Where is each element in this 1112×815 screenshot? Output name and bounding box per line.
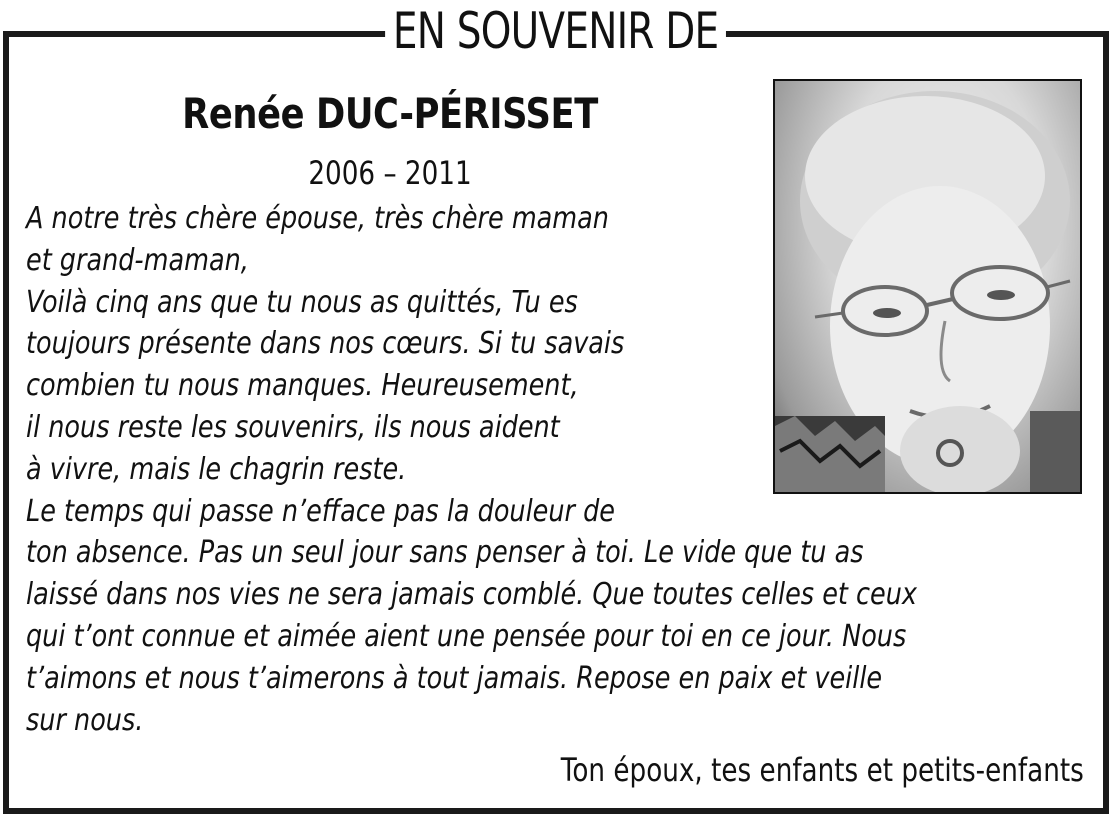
message-line: toujours présente dans nos cœurs. Si tu savais <box>26 326 625 362</box>
message-line: t’aimons et nous t’aimerons à tout jamais. Repose en paix et veille <box>26 660 883 696</box>
message-line: ton absence. Pas un seul jour sans penser à toi. Le vide que tu as <box>26 535 864 571</box>
signature: Ton époux, tes enfants et petits-enfants <box>560 751 1084 789</box>
deceased-years: 2006 – 2011 <box>308 154 472 192</box>
message-line: qui t’ont connue et aimée aient une pensée pour toi en ce jour. Nous <box>26 618 907 654</box>
memorial-message <box>26 198 1084 741</box>
message-line: combien tu nous manques. Heureusement, <box>26 368 579 404</box>
message-line: Voilà cinq ans que tu nous as quittés, Tu es <box>26 284 578 320</box>
message-line: Le temps qui passe n’efface pas la douleur de <box>26 493 615 529</box>
message-line: A notre très chère épouse, très chère maman <box>26 201 609 236</box>
header-title-text: EN SOUVENIR DE <box>385 0 726 64</box>
message-line: à vivre, mais le chagrin reste. <box>26 451 407 487</box>
deceased-name: Renée DUC-PÉRISSET <box>182 89 598 138</box>
message-line: sur nous. <box>26 702 144 738</box>
message-line: laissé dans nos vies ne sera jamais comblé. Que toutes celles et ceux <box>26 577 917 613</box>
message-line: il nous reste les souvenirs, ils nous aident <box>26 409 560 445</box>
message-line: et grand-maman, <box>26 242 249 278</box>
